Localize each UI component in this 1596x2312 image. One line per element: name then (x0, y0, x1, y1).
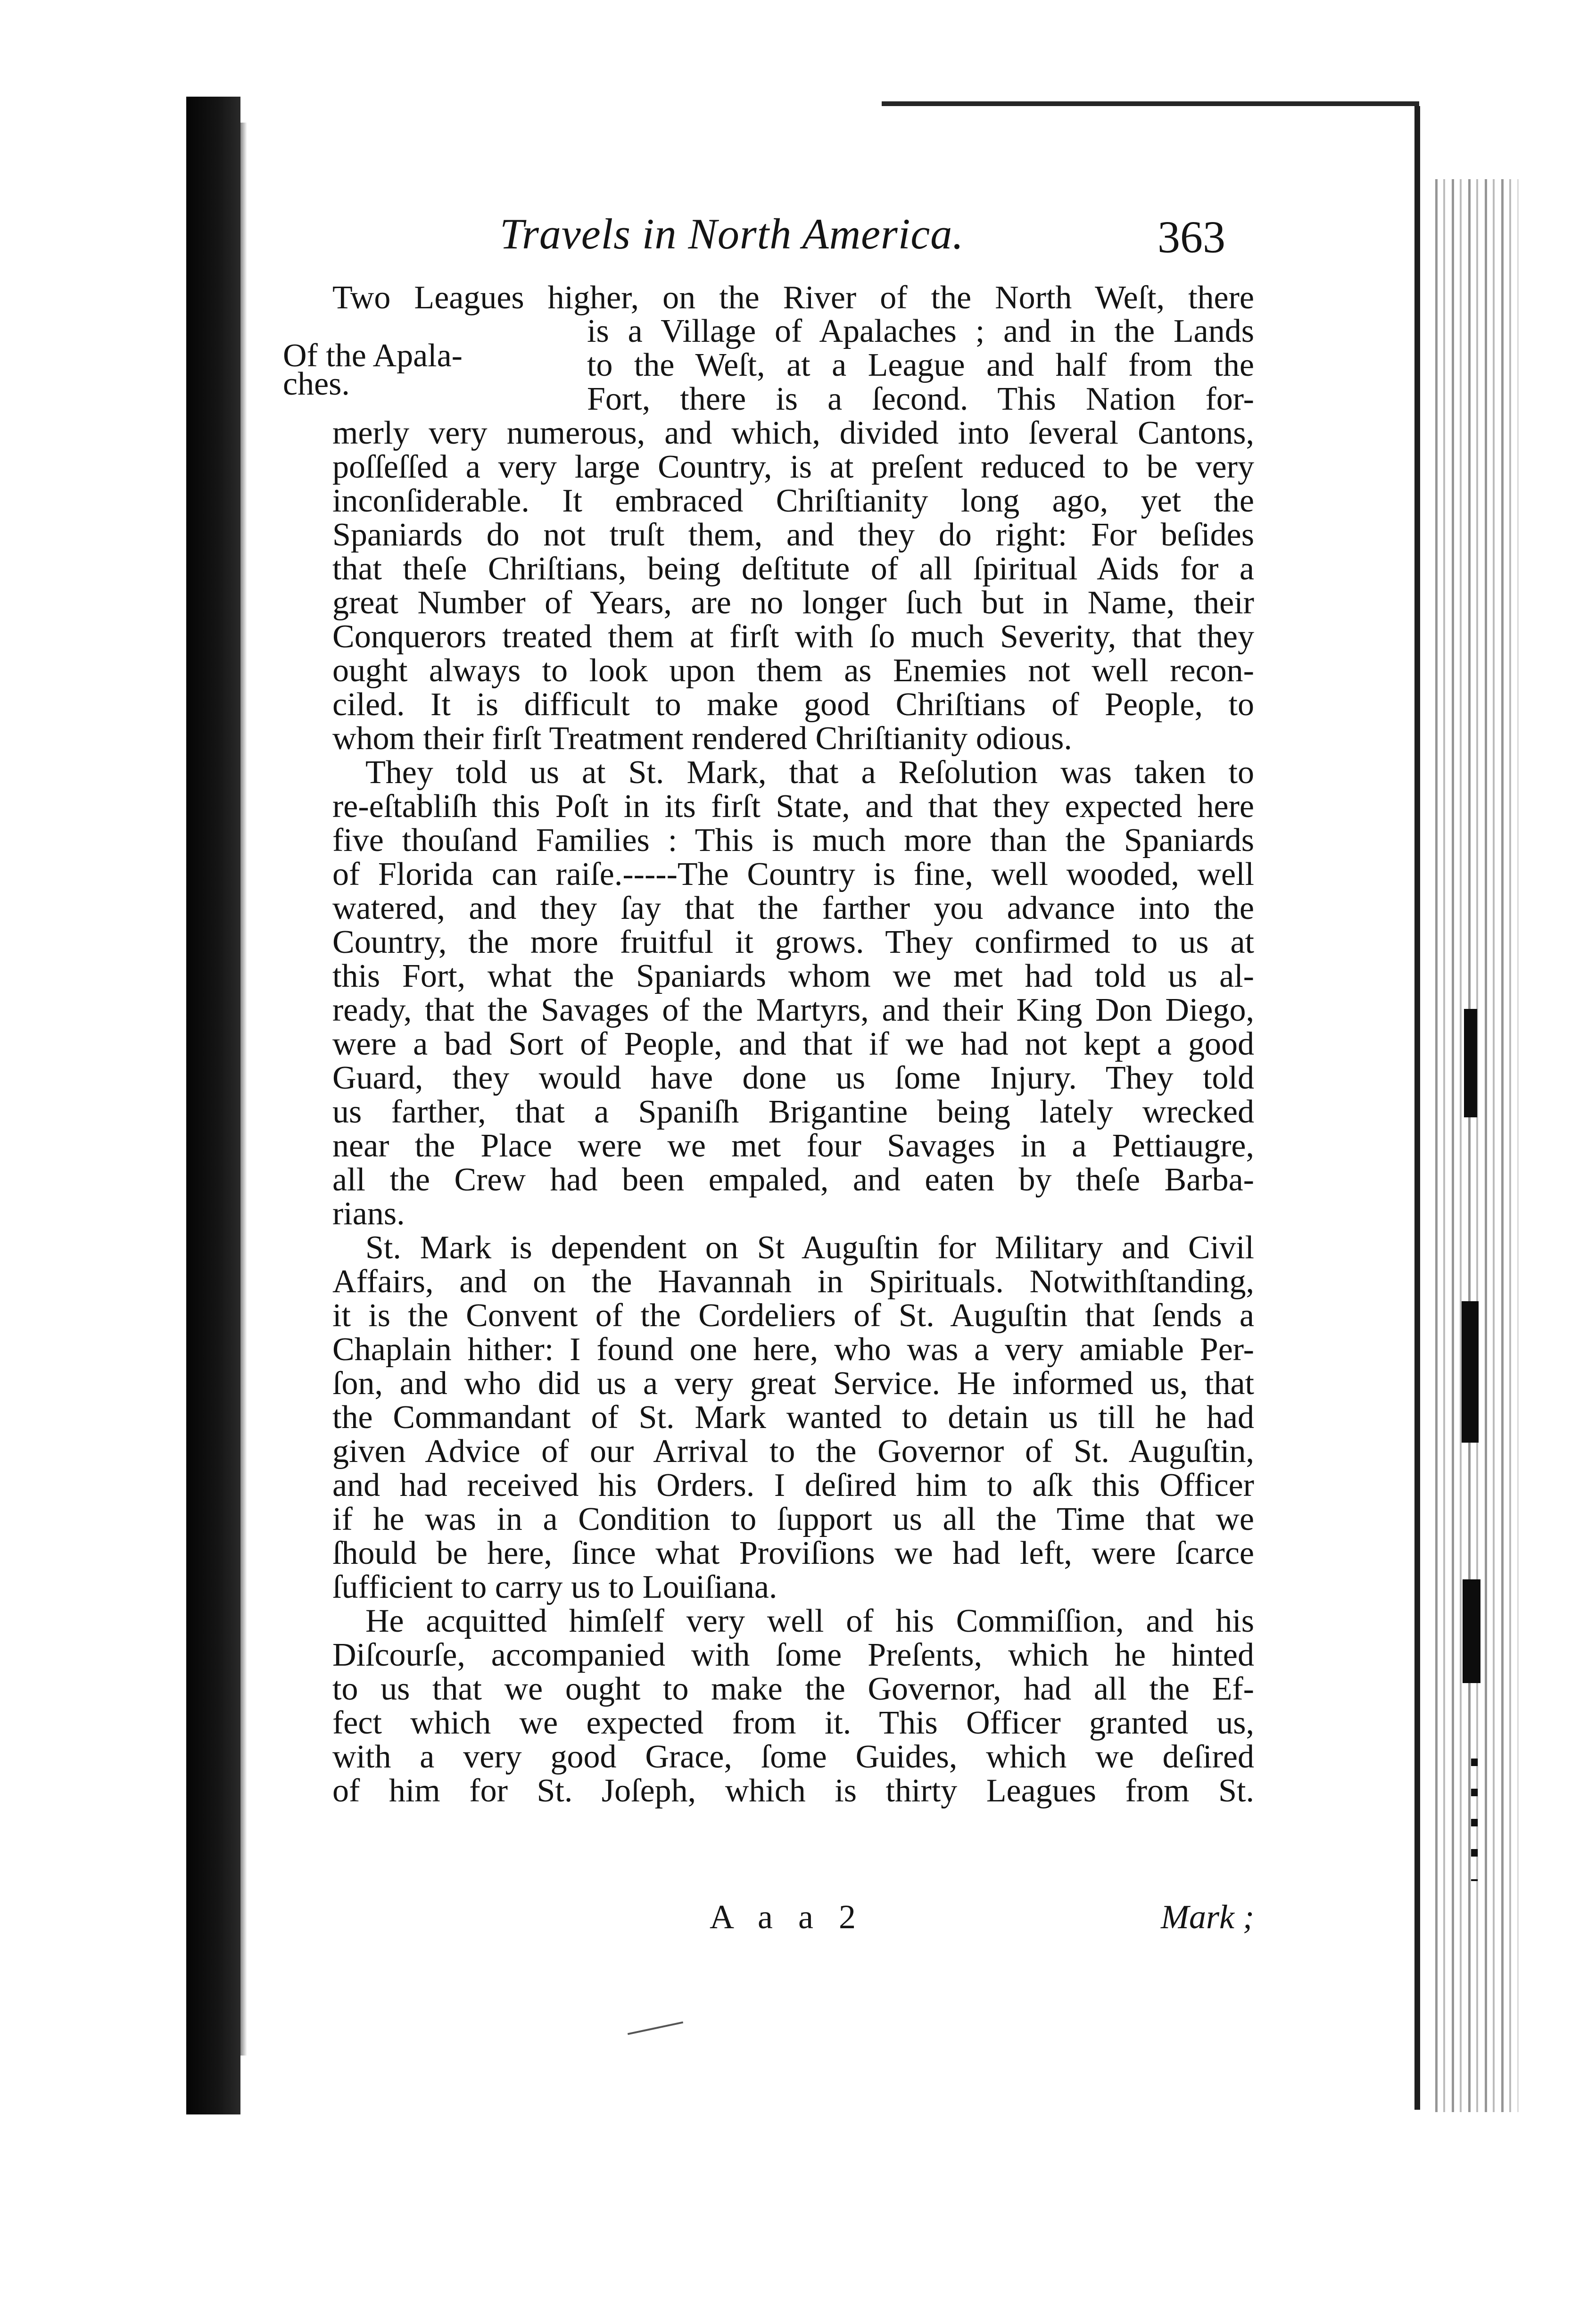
text-line: is a Village of Apalaches ; and in the Lands (587, 313, 1254, 349)
text-line: were a bad Sort of People, and that if we had not kept a good (332, 1026, 1254, 1062)
catchword: Mark ; (1161, 1898, 1254, 1936)
text-line: St. Mark is dependent on St Auguſtin for Military and Civil (365, 1230, 1254, 1266)
text-line: Two Leagues higher, on the River of the North Weſt, there (332, 280, 1254, 316)
text-line: Conquerors treated them at firſt with ſo much Severity, that they (332, 619, 1254, 655)
text-line: merly very numerous, and which, divided into ſeveral Cantons, (332, 415, 1254, 451)
text-line: Chaplain hither: I found one here, who was a very amiable Per- (332, 1331, 1254, 1368)
text-line: Guard, they would have done us ſome Injury. They told (332, 1060, 1254, 1096)
text-line: He acquitted himſelf very well of his Commiſſion, and his (365, 1603, 1254, 1639)
text-line: ſon, and who did us a very great Service. He informed us, that (332, 1365, 1254, 1402)
text-line: rians. (332, 1196, 405, 1232)
text-line: five thouſand Families : This is much more than the Spaniards (332, 822, 1254, 859)
text-line: ſufficient to carry us to Louiſiana. (332, 1569, 777, 1605)
marginal-note-line-1: Of the Apala- (283, 338, 463, 374)
text-line: to us that we ought to make the Governor, had all the Ef- (332, 1671, 1254, 1707)
text-line: inconſiderable. It embraced Chriſtianity long ago, yet the (332, 483, 1254, 519)
text-line: with a very good Grace, ſome Guides, which we deſired (332, 1739, 1254, 1775)
text-line: great Number of Years, are no longer ſuch but in Name, their (332, 585, 1254, 621)
text-line: Fort, there is a ſecond. This Nation for- (587, 381, 1254, 417)
text-line: to the Weſt, at a League and half from the (587, 347, 1254, 383)
signature-mark: A a a 2 (710, 1898, 864, 1936)
text-line: whom their firſt Treatment rendered Chriſtianity odious. (332, 720, 1072, 757)
text-line: Country, the more fruitful it grows. They confirmed to us at (332, 924, 1254, 960)
text-line: fect which we expected from it. This Officer granted us, (332, 1705, 1254, 1741)
text-line: this Fort, what the Spaniards whom we met had told us al- (332, 958, 1254, 994)
text-line: all the Crew had been empaled, and eaten by theſe Barba- (332, 1162, 1254, 1198)
text-line: ciled. It is difficult to make good Chriſtians of People, to (332, 686, 1254, 723)
running-head: Travels in North America. (500, 210, 964, 258)
text-line: poſſeſſed a very large Country, is at preſent reduced to be very (332, 449, 1254, 485)
text-line: the Commandant of St. Mark wanted to detain us till he had (332, 1399, 1254, 1436)
text-line: Affairs, and on the Havannah in Spirituals. Notwithſtanding, (332, 1263, 1254, 1300)
text-line: of him for St. Joſeph, which is thirty Leagues from St. (332, 1773, 1254, 1809)
marginal-note-line-2: ches. (283, 366, 350, 402)
page-number: 363 (1158, 212, 1225, 262)
text-line: if he was in a Condition to ſupport us all the Time that we (332, 1501, 1254, 1537)
text-line: watered, and they ſay that the farther you advance into the (332, 890, 1254, 926)
text-line: Spaniards do not truſt them, and they do right: For beſides (332, 517, 1254, 553)
text-line: ought always to look upon them as Enemies not well recon- (332, 652, 1254, 689)
text-line: Diſcourſe, accompanied with ſome Preſents, which he hinted (332, 1637, 1254, 1673)
text-line: ſhould be here, ſince what Proviſions we had left, were ſcarce (332, 1535, 1254, 1571)
text-line: that theſe Chriſtians, being deſtitute of all ſpiritual Aids for a (332, 551, 1254, 587)
stray-ink-mark (628, 2022, 683, 2035)
text-line: They told us at St. Mark, that a Reſolution was taken to (365, 754, 1254, 791)
text-line: near the Place were we met four Savages in a Pettiaugre, (332, 1128, 1254, 1164)
text-line: ready, that the Savages of the Martyrs, and their King Don Diego, (332, 992, 1254, 1028)
text-line: us farther, that a Spaniſh Brigantine being lately wrecked (332, 1094, 1254, 1130)
text-line: and had received his Orders. I deſired him to aſk this Officer (332, 1467, 1254, 1503)
text-line: given Advice of our Arrival to the Governor of St. Auguſtin, (332, 1433, 1254, 1470)
text-line: it is the Convent of the Cordeliers of St. Auguſtin that ſends a (332, 1297, 1254, 1334)
text-line: of Florida can raiſe.-----The Country is fine, well wooded, well (332, 856, 1254, 892)
text-line: re-eſtabliſh this Poſt in its firſt State, and that they expected here (332, 788, 1254, 825)
